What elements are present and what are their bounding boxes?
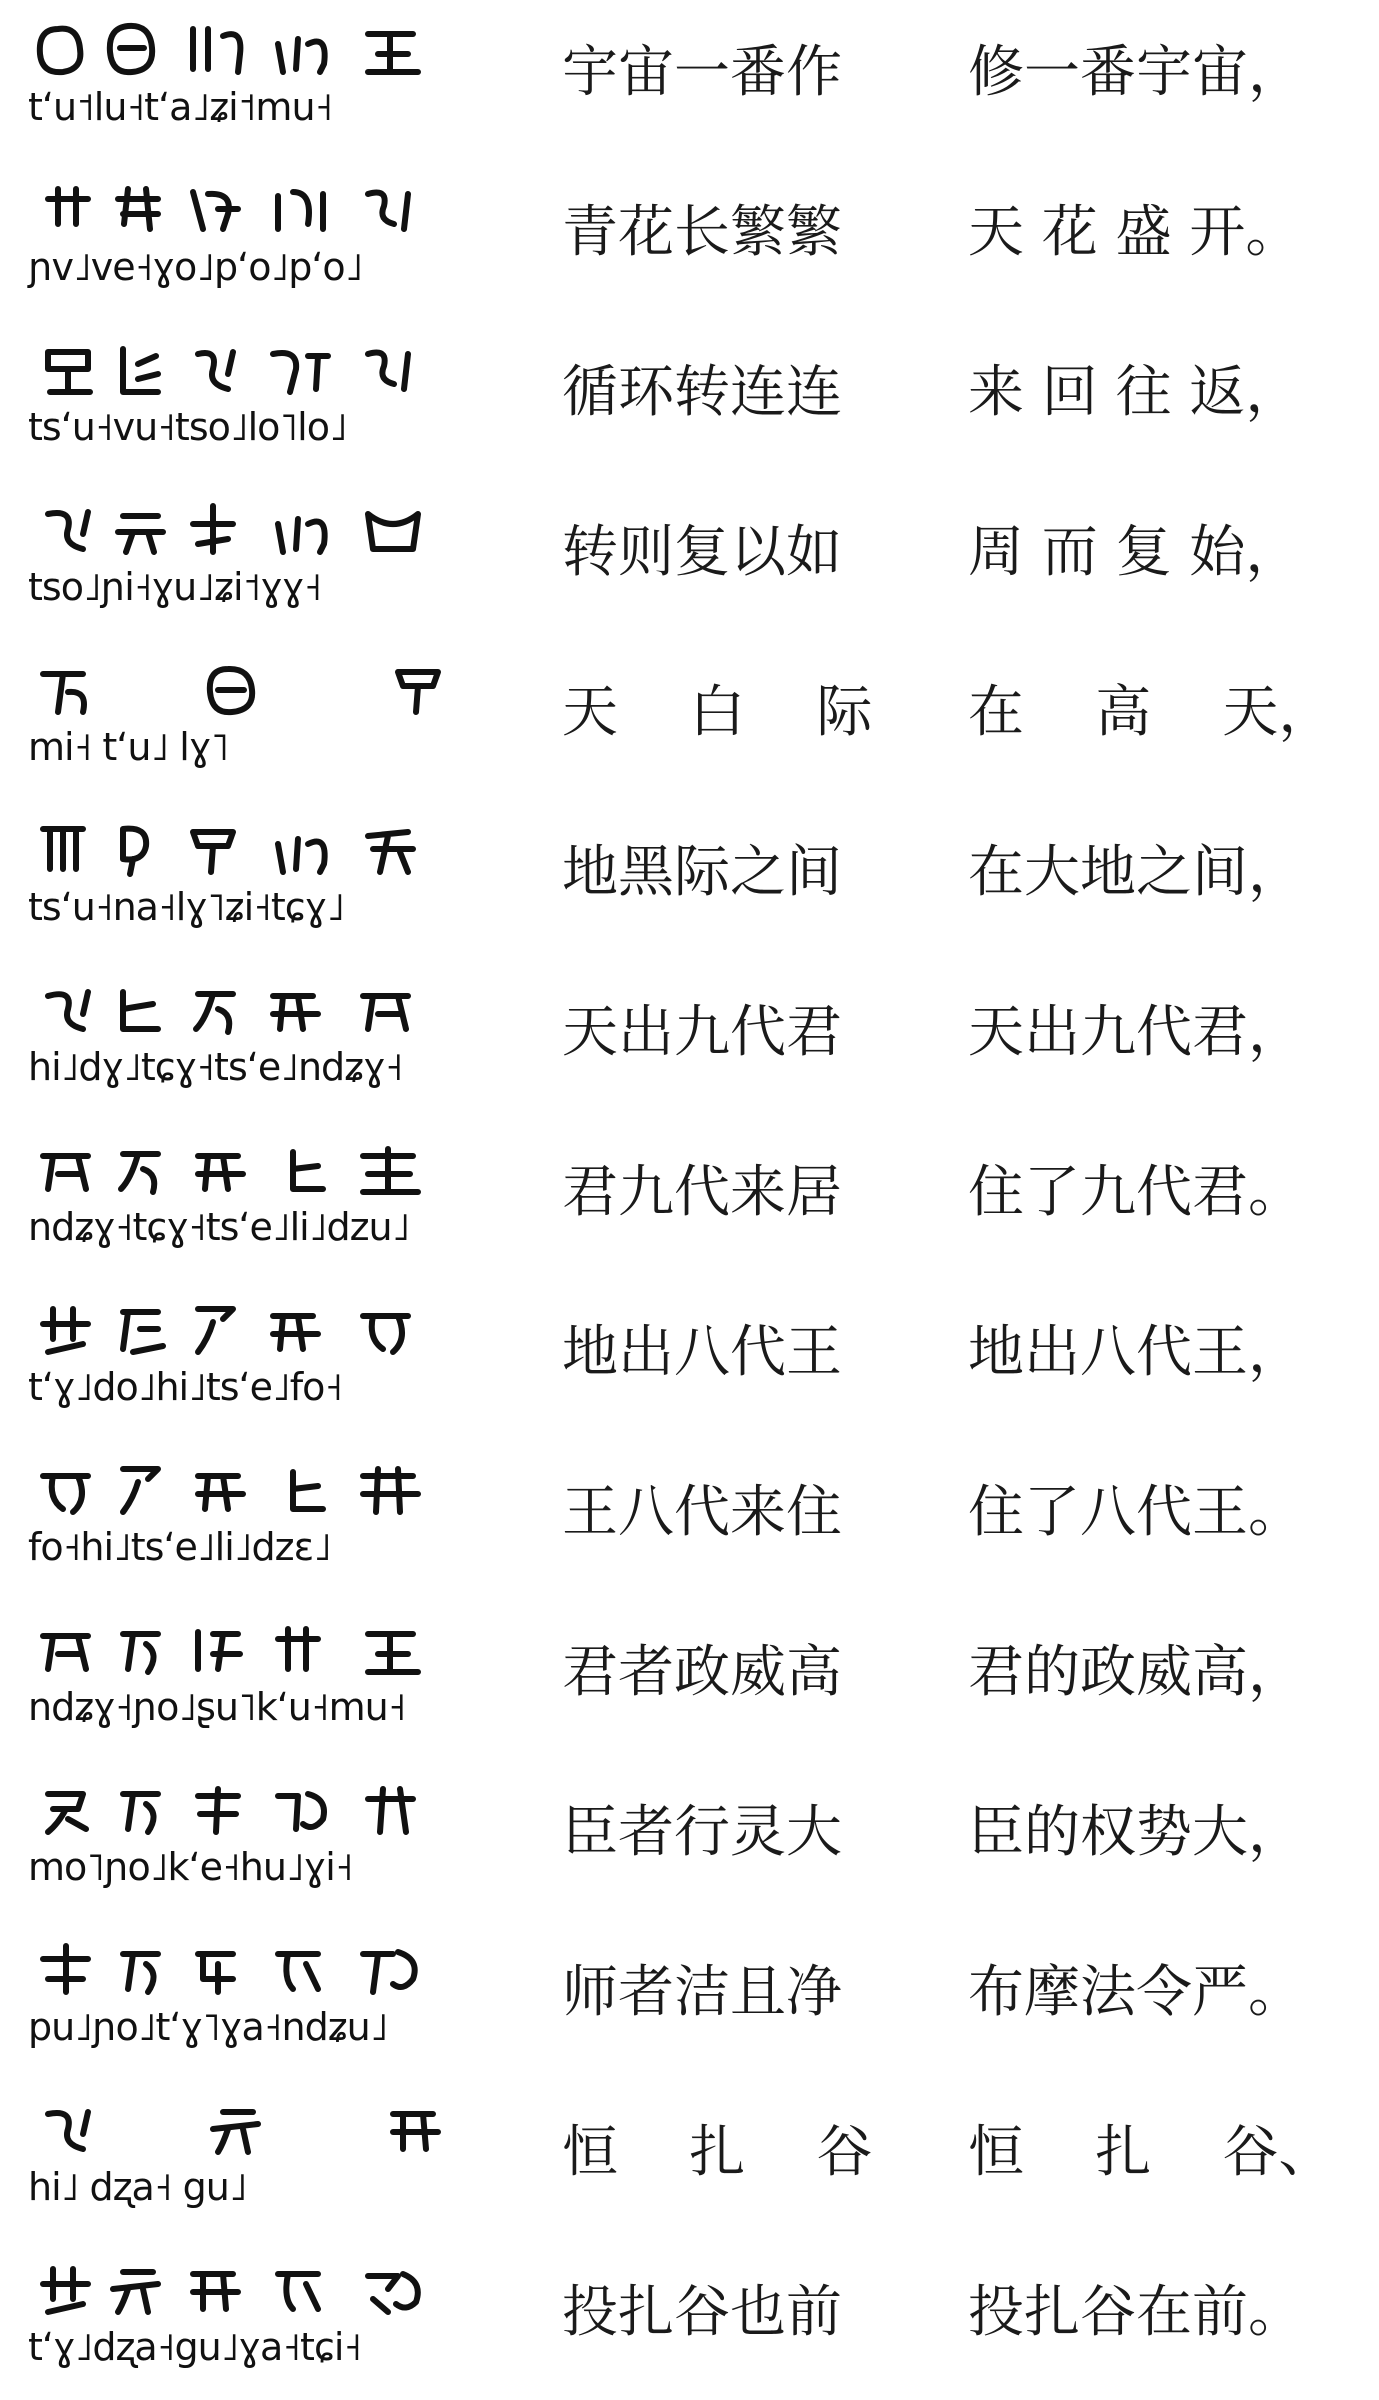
yi-script-block [28,814,448,934]
yi-script-glyphs-image [28,2254,448,2324]
chinese-translation-line: 君的政威高， [968,1640,1304,1705]
yi-glyphs [28,2094,448,2164]
ipa-transcription: mi˧ tʻu˩ lɣ˥ [28,725,229,769]
yi-script-block [28,1774,448,1894]
chinese-translation-line: 在大地之间， [968,840,1304,905]
verse-row-10 [0,1440,1379,1600]
verse-row-9 [0,1280,1379,1440]
yi-glyphs [28,1454,448,1524]
chinese-translation-line: 来 回 往 返， [968,360,1302,425]
verse-row-2 [0,160,1379,320]
chinese-translation-line: 恒 扎 谷、 [968,2120,1335,2185]
ipa-transcription: hi˩ dʐa˧ gu˩ [28,2165,247,2209]
yi-script-glyphs-image [28,814,448,884]
chinese-literal-line: 王八代来住 [562,1480,842,1545]
chinese-literal-line: 恒 扎 谷 [562,2120,873,2185]
ipa-transcription: ɲv˩ve˧ɣo˩pʻo˩pʻo˩ [28,245,363,289]
chinese-translation-line: 住了八代王。 [968,1480,1304,1545]
yi-script-glyphs-image [28,494,448,564]
chinese-translation-line: 住了九代君。 [968,1160,1304,1225]
ipa-transcription: tsʻu˧vu˧tso˩lo˥lo˩ [28,405,347,449]
chinese-literal-line: 天 白 际 [562,680,873,745]
chinese-literal-line: 宇宙一番作 [562,40,842,105]
yi-script-glyphs-image [28,1774,448,1844]
verse-row-11 [0,1600,1379,1760]
ipa-transcription: fo˧hi˩tsʻe˩li˩dzɛ˩ [28,1525,331,1569]
chinese-translation-line: 地出八代王， [968,1320,1304,1385]
verse-row-6 [0,800,1379,960]
yi-script-glyphs-image [28,1294,448,1364]
ipa-transcription: ndʑɣ˧ɲo˩ʂu˥kʻu˧mu˧ [28,1685,406,1729]
verse-row-13 [0,1920,1379,2080]
yi-script-glyphs-image [28,1934,448,2004]
yi-script-block [28,1134,448,1254]
verse-row-7 [0,960,1379,1120]
chinese-translation-line: 天 花 盛 开。 [968,200,1302,265]
chinese-translation-line: 修一番宇宙， [968,40,1304,105]
yi-glyphs [28,174,448,244]
verse-row-12 [0,1760,1379,1920]
yi-glyphs [28,494,448,564]
chinese-translation-line: 投扎谷在前。 [968,2280,1304,2345]
chinese-literal-line: 君者政威高 [562,1640,842,1705]
chinese-literal-line: 君九代来居 [562,1160,842,1225]
yi-script-block [28,1934,448,2054]
verse-row-15 [0,2240,1379,2400]
yi-script-glyphs-image [28,1454,448,1524]
yi-glyphs [28,14,448,84]
chinese-literal-line: 地黑际之间 [562,840,842,905]
chinese-translation-line: 周 而 复 始， [968,520,1302,585]
yi-script-block [28,494,448,614]
yi-script-block [28,2254,448,2374]
ipa-transcription: pu˩ɲo˩tʻɣ˥ɣa˧ndʑu˩ [28,2005,388,2049]
ipa-transcription: tʻɣ˩do˩hi˩tsʻe˩fo˧ [28,1365,343,1409]
yi-script-glyphs-image [28,1134,448,1204]
yi-script-block [28,1294,448,1414]
chinese-literal-line: 投扎谷也前 [562,2280,842,2345]
ipa-transcription: hi˩dɣ˩tɕɣ˧tsʻe˩ndʑɣ˧ [28,1045,403,1089]
yi-glyphs [28,2254,448,2324]
chinese-literal-line: 循环转连连 [562,360,842,425]
ipa-transcription: ndʑɣ˧tɕɣ˧tsʻe˩li˩dzu˩ [28,1205,410,1249]
yi-script-glyphs-image [28,654,448,724]
chinese-translation-line: 布摩法令严。 [968,1960,1304,2025]
chinese-literal-line: 臣者行灵大 [562,1800,842,1865]
yi-script-glyphs-image [28,2094,448,2164]
ipa-transcription: mo˥ɲo˩kʻe˧hu˩ɣi˧ [28,1845,353,1889]
yi-glyphs [28,1614,448,1684]
ipa-transcription: tʻɣ˩dʐa˧gu˩ɣa˧tɕi˧ [28,2325,362,2369]
chinese-literal-line: 青花长繁繁 [562,200,842,265]
chinese-literal-line: 天出九代君 [562,1000,842,1065]
yi-script-block [28,334,448,454]
yi-glyphs [28,1934,448,2004]
chinese-translation-line: 在 高 天， [968,680,1335,745]
ipa-transcription: tsʻu˧na˧lɣ˥ʑi˧tɕɣ˩ [28,885,345,929]
yi-glyphs [28,814,448,884]
yi-script-block [28,174,448,294]
yi-glyphs [28,334,448,404]
chinese-translation-line: 天出九代君， [968,1000,1304,1065]
verse-row-3 [0,320,1379,480]
yi-script-block [28,1454,448,1574]
verse-row-4 [0,480,1379,640]
chinese-translation-line: 臣的权势大， [968,1800,1304,1865]
yi-script-block [28,1614,448,1734]
yi-glyphs [28,1774,448,1844]
verse-row-5 [0,640,1379,800]
ipa-transcription: tso˩ɲi˧ɣu˩ʑi˦ɣɣ˧ [28,565,322,609]
verse-row-1 [0,0,1379,160]
yi-script-block [28,2094,448,2214]
yi-glyphs [28,654,448,724]
yi-script-glyphs-image [28,14,448,84]
verse-row-8 [0,1120,1379,1280]
ipa-transcription: tʻu˦lu˧tʻa˩ʑi˦mu˧ [28,85,333,129]
chinese-literal-line: 地出八代王 [562,1320,842,1385]
yi-script-block [28,654,448,774]
yi-script-glyphs-image [28,174,448,244]
chinese-literal-line: 师者洁且净 [562,1960,842,2025]
yi-script-glyphs-image [28,334,448,404]
yi-script-glyphs-image [28,1614,448,1684]
yi-glyphs [28,1134,448,1204]
chinese-literal-line: 转则复以如 [562,520,842,585]
yi-glyphs [28,1294,448,1364]
yi-glyphs [28,974,448,1044]
yi-script-block [28,974,448,1094]
yi-script-glyphs-image [28,974,448,1044]
verse-row-14 [0,2080,1379,2240]
yi-script-block [28,14,448,134]
